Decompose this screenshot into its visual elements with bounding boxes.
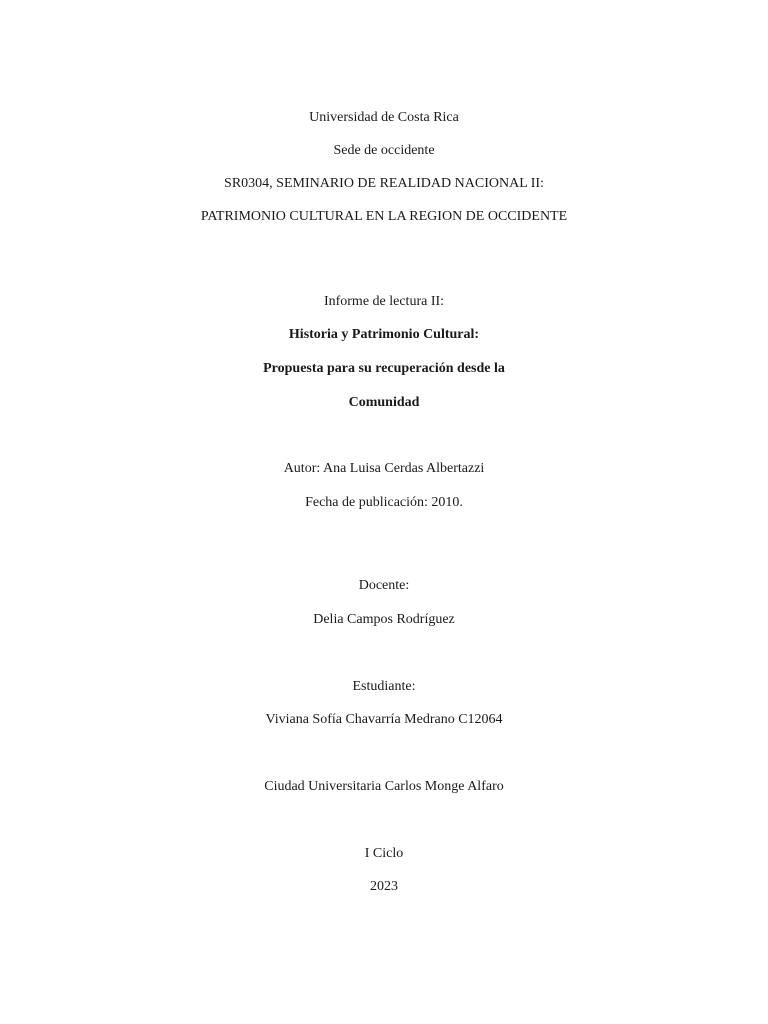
report-title-line-3: Comunidad (348, 395, 420, 410)
university-name: Universidad de Costa Rica (309, 110, 459, 125)
student-name: Viviana Sofía Chavarría Medrano C12064 (265, 712, 503, 727)
campus-name: Sede de occidente (333, 143, 435, 158)
report-type: Informe de lectura II: (323, 294, 445, 309)
year: 2023 (370, 879, 398, 894)
location: Ciudad Universitaria Carlos Monge Alfaro (264, 779, 504, 794)
publication-date: Fecha de publicación: 2010. (305, 495, 463, 510)
student-label: Estudiante: (352, 679, 416, 694)
term: I Ciclo (364, 846, 404, 861)
course-title: PATRIMONIO CULTURAL EN LA REGION DE OCCIDENTE (200, 209, 568, 224)
teacher-name: Delia Campos Rodríguez (313, 612, 455, 627)
author: Autor: Ana Luisa Cerdas Albertazzi (283, 461, 485, 476)
teacher-label: Docente: (358, 578, 410, 593)
course-code: SR0304, SEMINARIO DE REALIDAD NACIONAL II: (224, 176, 544, 191)
report-title-line-2: Propuesta para su recuperación desde la (263, 361, 505, 376)
report-title-line-1: Historia y Patrimonio Cultural: (288, 327, 480, 342)
